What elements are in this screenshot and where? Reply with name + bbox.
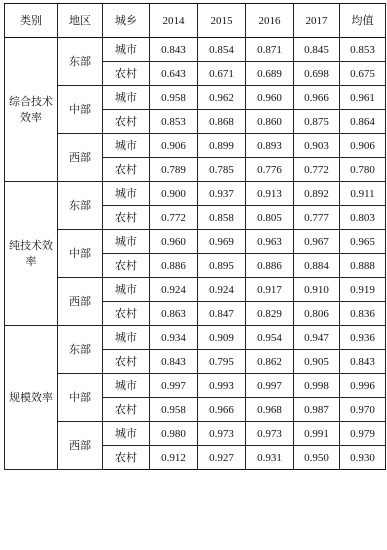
- value-cell: 0.836: [340, 302, 386, 326]
- header-urban-rural: 城乡: [103, 4, 150, 38]
- efficiency-table-container: [4, 3, 385, 470]
- urban-rural-cell: 农村: [103, 254, 150, 278]
- value-cell: 0.910: [294, 278, 340, 302]
- urban-rural-cell: 农村: [103, 398, 150, 422]
- value-cell: 0.980: [150, 422, 198, 446]
- value-cell: 0.998: [294, 374, 340, 398]
- table-row: [5, 38, 386, 62]
- value-cell: 0.806: [294, 302, 340, 326]
- value-cell: 0.991: [294, 422, 340, 446]
- table-row: [5, 374, 386, 398]
- value-cell: 0.803: [340, 206, 386, 230]
- value-cell: 0.884: [294, 254, 340, 278]
- value-cell: 0.927: [198, 446, 246, 470]
- value-cell: 0.969: [198, 230, 246, 254]
- value-cell: 0.698: [294, 62, 340, 86]
- urban-rural-cell: 农村: [103, 158, 150, 182]
- category-cell: [5, 182, 58, 326]
- value-cell: 0.913: [246, 182, 294, 206]
- value-cell: 0.854: [198, 38, 246, 62]
- value-cell: 0.847: [198, 302, 246, 326]
- header-2015: 2015: [198, 4, 246, 38]
- urban-rural-cell: 城市: [103, 422, 150, 446]
- value-cell: 0.909: [198, 326, 246, 350]
- value-cell: 0.843: [150, 38, 198, 62]
- value-cell: 0.780: [340, 158, 386, 182]
- category-label: 纯技术效率: [9, 239, 53, 268]
- value-cell: 0.858: [198, 206, 246, 230]
- region-cell: 中部: [58, 230, 103, 278]
- urban-rural-cell: 城市: [103, 86, 150, 110]
- urban-rural-cell: 农村: [103, 206, 150, 230]
- table-row: [5, 230, 386, 254]
- value-cell: 0.931: [246, 446, 294, 470]
- header-2014: 2014: [150, 4, 198, 38]
- value-cell: 0.892: [294, 182, 340, 206]
- region-cell: 东部: [58, 182, 103, 230]
- value-cell: 0.960: [246, 86, 294, 110]
- value-cell: 0.966: [198, 398, 246, 422]
- value-cell: 0.917: [246, 278, 294, 302]
- table-row: [5, 86, 386, 110]
- urban-rural-cell: 农村: [103, 302, 150, 326]
- value-cell: 0.853: [150, 110, 198, 134]
- value-cell: 0.864: [340, 110, 386, 134]
- value-cell: 0.777: [294, 206, 340, 230]
- urban-rural-cell: 农村: [103, 446, 150, 470]
- value-cell: 0.829: [246, 302, 294, 326]
- value-cell: 0.993: [198, 374, 246, 398]
- urban-rural-cell: 城市: [103, 230, 150, 254]
- value-cell: 0.958: [150, 398, 198, 422]
- header-category: 类别: [5, 4, 58, 38]
- value-cell: 0.875: [294, 110, 340, 134]
- value-cell: 0.785: [198, 158, 246, 182]
- value-cell: 0.997: [150, 374, 198, 398]
- value-cell: 0.868: [198, 110, 246, 134]
- header-mean: 均值: [340, 4, 386, 38]
- value-cell: 0.886: [246, 254, 294, 278]
- header-region: 地区: [58, 4, 103, 38]
- value-cell: 0.997: [246, 374, 294, 398]
- urban-rural-cell: 城市: [103, 134, 150, 158]
- value-cell: 0.805: [246, 206, 294, 230]
- region-cell: 中部: [58, 374, 103, 422]
- value-cell: 0.853: [340, 38, 386, 62]
- value-cell: 0.795: [198, 350, 246, 374]
- value-cell: 0.772: [150, 206, 198, 230]
- value-cell: 0.911: [340, 182, 386, 206]
- header-2016: 2016: [246, 4, 294, 38]
- urban-rural-cell: 城市: [103, 182, 150, 206]
- value-cell: 0.968: [246, 398, 294, 422]
- value-cell: 0.675: [340, 62, 386, 86]
- value-cell: 0.934: [150, 326, 198, 350]
- value-cell: 0.973: [246, 422, 294, 446]
- urban-rural-cell: 城市: [103, 38, 150, 62]
- urban-rural-cell: 农村: [103, 62, 150, 86]
- value-cell: 0.671: [198, 62, 246, 86]
- value-cell: 0.965: [340, 230, 386, 254]
- value-cell: 0.930: [340, 446, 386, 470]
- value-cell: 0.961: [340, 86, 386, 110]
- urban-rural-cell: 农村: [103, 110, 150, 134]
- value-cell: 0.960: [150, 230, 198, 254]
- value-cell: 0.886: [150, 254, 198, 278]
- table-row: [5, 326, 386, 350]
- value-cell: 0.987: [294, 398, 340, 422]
- category-cell: [5, 326, 58, 470]
- region-cell: 西部: [58, 422, 103, 470]
- value-cell: 0.924: [198, 278, 246, 302]
- value-cell: 0.962: [198, 86, 246, 110]
- table-row: [5, 134, 386, 158]
- value-cell: 0.772: [294, 158, 340, 182]
- urban-rural-cell: 城市: [103, 374, 150, 398]
- value-cell: 0.903: [294, 134, 340, 158]
- value-cell: 0.843: [150, 350, 198, 374]
- value-cell: 0.893: [246, 134, 294, 158]
- value-cell: 0.845: [294, 38, 340, 62]
- value-cell: 0.843: [340, 350, 386, 374]
- value-cell: 0.967: [294, 230, 340, 254]
- header-2017: 2017: [294, 4, 340, 38]
- value-cell: 0.924: [150, 278, 198, 302]
- value-cell: 0.905: [294, 350, 340, 374]
- value-cell: 0.906: [340, 134, 386, 158]
- value-cell: 0.860: [246, 110, 294, 134]
- value-cell: 0.895: [198, 254, 246, 278]
- region-cell: 中部: [58, 86, 103, 134]
- value-cell: 0.689: [246, 62, 294, 86]
- category-label: 规模效率: [9, 391, 53, 404]
- category-label: 综合技术效率: [9, 95, 53, 124]
- value-cell: 0.937: [198, 182, 246, 206]
- value-cell: 0.900: [150, 182, 198, 206]
- table-row: [5, 422, 386, 446]
- value-cell: 0.996: [340, 374, 386, 398]
- value-cell: 0.963: [246, 230, 294, 254]
- value-cell: 0.947: [294, 326, 340, 350]
- urban-rural-cell: 城市: [103, 326, 150, 350]
- value-cell: 0.919: [340, 278, 386, 302]
- value-cell: 0.906: [150, 134, 198, 158]
- value-cell: 0.950: [294, 446, 340, 470]
- efficiency-table: [4, 3, 386, 470]
- category-cell: [5, 38, 58, 182]
- value-cell: 0.936: [340, 326, 386, 350]
- value-cell: 0.899: [198, 134, 246, 158]
- value-cell: 0.871: [246, 38, 294, 62]
- urban-rural-cell: 城市: [103, 278, 150, 302]
- value-cell: 0.643: [150, 62, 198, 86]
- value-cell: 0.789: [150, 158, 198, 182]
- table-row: [5, 182, 386, 206]
- region-cell: 西部: [58, 134, 103, 182]
- value-cell: 0.912: [150, 446, 198, 470]
- value-cell: 0.958: [150, 86, 198, 110]
- region-cell: 西部: [58, 278, 103, 326]
- value-cell: 0.954: [246, 326, 294, 350]
- value-cell: 0.862: [246, 350, 294, 374]
- value-cell: 0.863: [150, 302, 198, 326]
- value-cell: 0.776: [246, 158, 294, 182]
- table-body: [5, 38, 386, 470]
- value-cell: 0.979: [340, 422, 386, 446]
- urban-rural-cell: 农村: [103, 350, 150, 374]
- table-row: [5, 278, 386, 302]
- header-row: [5, 4, 386, 38]
- region-cell: 东部: [58, 326, 103, 374]
- region-cell: 东部: [58, 38, 103, 86]
- value-cell: 0.970: [340, 398, 386, 422]
- value-cell: 0.966: [294, 86, 340, 110]
- value-cell: 0.973: [198, 422, 246, 446]
- value-cell: 0.888: [340, 254, 386, 278]
